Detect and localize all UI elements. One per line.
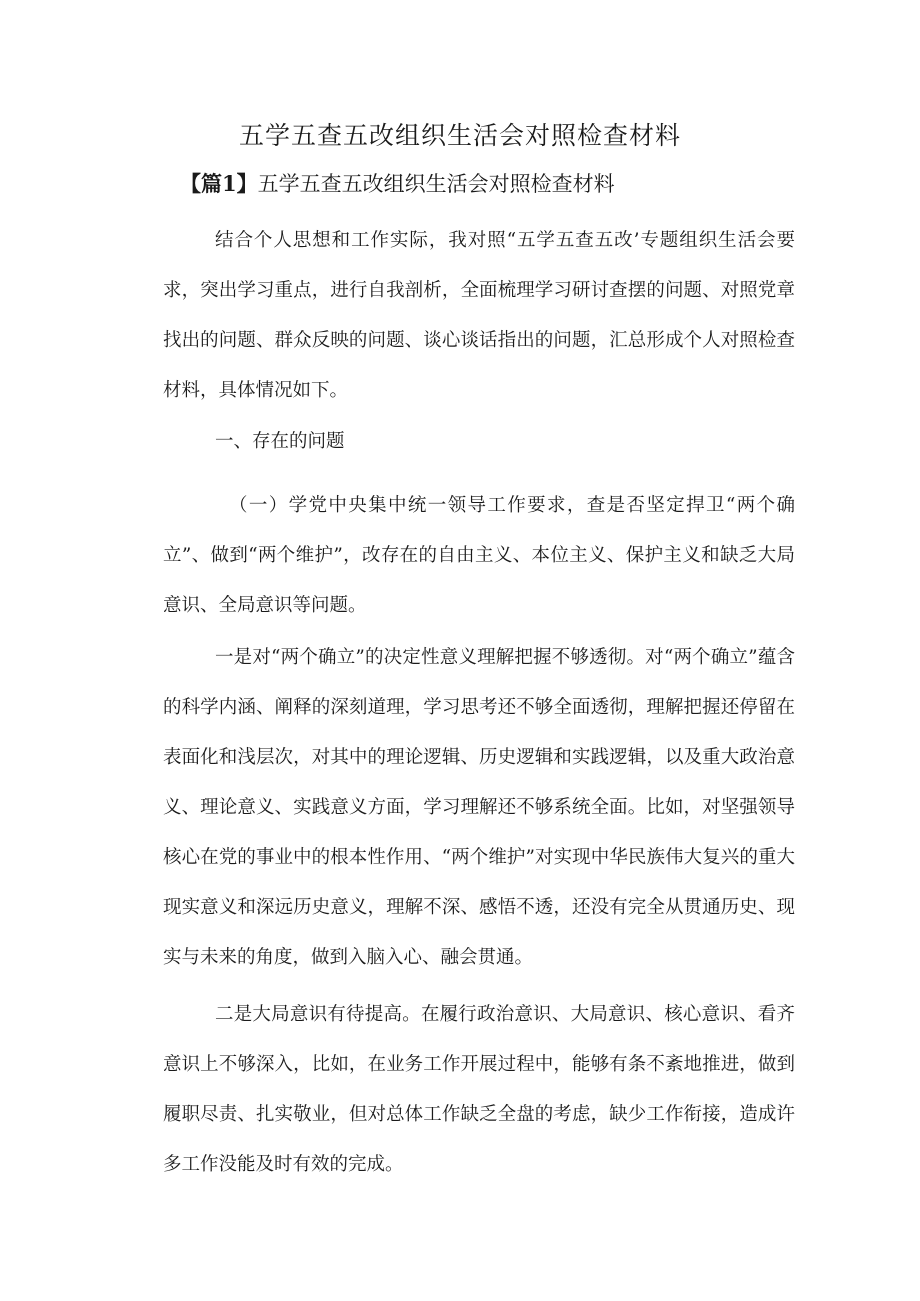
- subtitle-text: 五学五查五改组织生活会对照检查材料: [257, 172, 615, 196]
- item-paragraph-3: 二是大局意识有待提高。在履行政治意识、大局意识、核心意识、看齐意识上不够深入，比如，在业务工作开展过程中，能够有条不紊地推进，做到履职尽责、扎实敬业，但对总体工作缺乏全盘的考虑，缺少工作衔接，造成许多工作没能及时有效的完成。: [163, 1004, 795, 1175]
- intro-paragraph: 结合个人思想和工作实际，我对照“五学五查五改’专题组织生活会要求，突出学习重点，进行自我剖析，全面梳理学习研讨查摆的问题、对照党章找出的问题、群众反映的问题、谈心谈话指出的问题，汇总形成个人对照检查材料，具体情况如下。: [163, 230, 795, 401]
- section-heading: 一、存在的问题: [215, 431, 345, 452]
- item-paragraph-1: （一）学党中央集中统一领导工作要求，查是否坚定捍卫“两个确立”、做到“两个维护”，改存在的自由主义、本位主义、保护主义和缺乏大局意识、全局意识等问题。: [163, 495, 795, 616]
- subtitle-bracket: 【篇1】: [180, 171, 258, 196]
- document-title: 五学五查五改组织生活会对照检查材料: [238, 121, 681, 150]
- item-paragraph-2: 一是对“两个确立”的决定性意义理解把握不够透彻。对“两个确立”蕴含的科学内涵、阐释的深刻道理，学习思考还不够全面透彻，理解把握还停留在表面化和浅层次，对其中的理论逻辑、历史逻辑和实践逻辑，以及重大政治意义、理论意义、实践意义方面，学习理解还不够系统全面。比如，对坚强领导核心在党的事业中的根本性作用、“两个维护”对实现中华民族伟大复兴的重大现实意义和深远历史意义，理解不深、感悟不透，还没有完全从贯通历史、现实与未来的角度，做到入脑入心、融会贯通。: [163, 647, 795, 968]
- document-subtitle: [180, 168, 615, 200]
